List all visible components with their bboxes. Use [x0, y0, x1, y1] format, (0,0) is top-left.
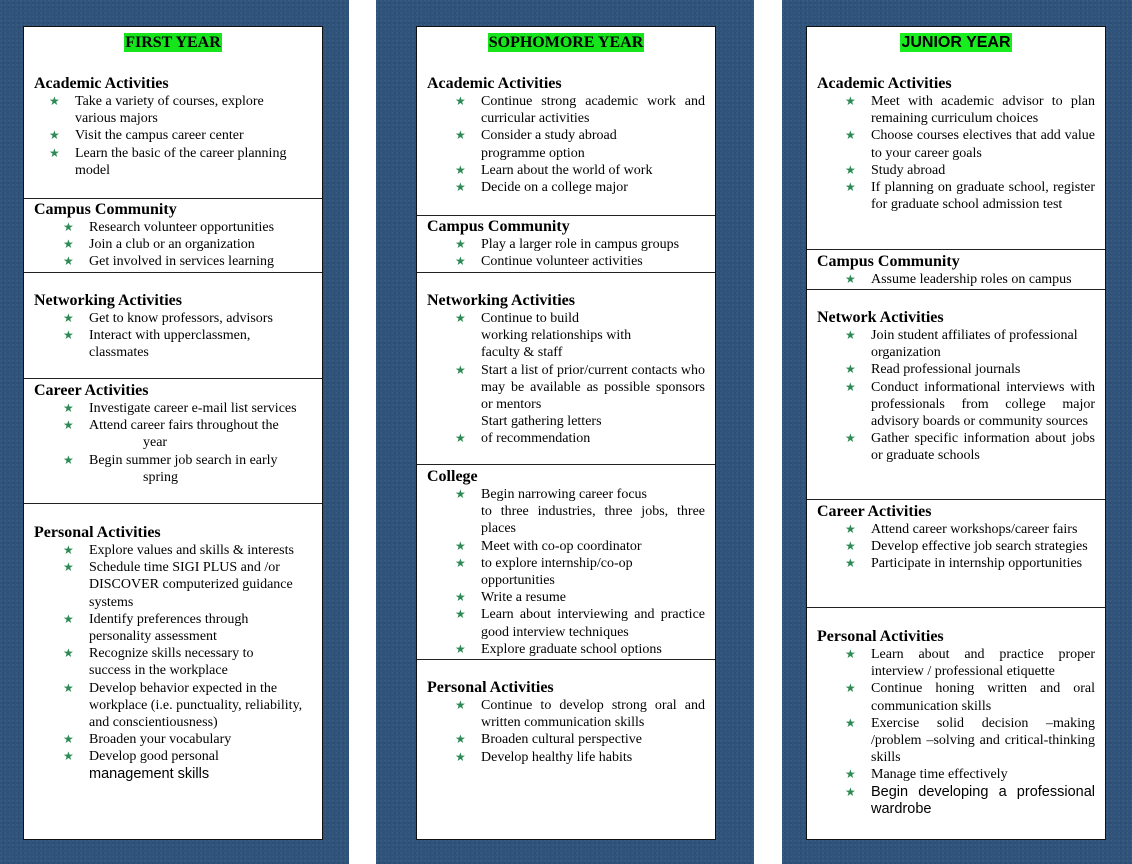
list-item: ★ Develop effective job search strategies: [845, 539, 1088, 555]
section-divider: [24, 198, 322, 199]
list-item: to three industries, three jobs, three places: [481, 504, 705, 537]
star-bullet-icon: ★: [845, 681, 856, 696]
list-item: ★ Explore values and skills & interests: [63, 543, 294, 558]
list-item: spring: [143, 469, 178, 485]
sophomore-networking-section: [417, 292, 715, 448]
list-item: ★ Research volunteer opportunities: [63, 220, 275, 235]
list-item: ★ Get involved in services learning: [63, 254, 275, 270]
junior-campus-section: [807, 253, 1105, 288]
section-heading: Personal Activities: [34, 524, 161, 541]
section-divider: [417, 272, 715, 273]
star-bullet-icon: ★: [63, 328, 74, 343]
star-bullet-icon: ★: [63, 646, 74, 661]
section-heading: Academic Activities: [34, 75, 169, 92]
star-bullet-icon: ★: [845, 767, 856, 782]
star-bullet-icon: ★: [455, 254, 466, 269]
list-item: ★ Explore graduate school options: [455, 641, 662, 657]
section-heading: Personal Activities: [817, 628, 944, 645]
star-bullet-icon: ★: [845, 362, 856, 377]
list-item: ★ Recognize skills necessary to success in the workplace: [63, 646, 254, 679]
list-item: ★ Assume leadership roles on campus: [845, 272, 1072, 287]
list-item: ★ Write a resume: [455, 590, 566, 606]
star-bullet-icon: ★: [63, 543, 74, 557]
section-heading: Academic Activities: [427, 75, 562, 92]
section-heading: Networking Activities: [34, 292, 182, 309]
star-bullet-icon: ★: [455, 538, 466, 553]
list-item: ★ Visit the campus career center: [49, 128, 244, 144]
first-year-card: [23, 26, 323, 840]
list-item: ★ Identify preferences through personality assessment: [63, 611, 249, 645]
list-item: management skills: [89, 765, 210, 782]
section-divider: [417, 215, 715, 216]
list-item: ★ Start a list of prior/current contacts who may be available as possible sponsors or mentors: [455, 362, 705, 413]
list-item: working relationships with: [481, 328, 632, 344]
section-heading: Network Activities: [817, 309, 944, 326]
section-divider: [807, 289, 1105, 290]
first-year-personal-section: [24, 524, 322, 783]
star-bullet-icon: ★: [455, 487, 466, 501]
list-item: ★ Broaden cultural perspective: [455, 732, 642, 748]
star-bullet-icon: ★: [455, 607, 466, 622]
star-bullet-icon: ★: [455, 555, 466, 570]
first-year-academic-section: [24, 75, 322, 179]
list-item: ★ If planning on graduate school, register for graduate school admission test: [845, 180, 1095, 213]
list-item: ★ Develop healthy life habits: [455, 749, 633, 765]
star-bullet-icon: ★: [63, 254, 74, 269]
star-bullet-icon: ★: [455, 732, 466, 747]
star-bullet-icon: ★: [455, 431, 466, 446]
list-item: faculty & staff: [481, 345, 563, 361]
list-item: ★ Study abroad: [845, 162, 946, 178]
star-bullet-icon: ★: [455, 180, 466, 195]
list-item: ★ Conduct informational interviews with professionals from college major advisory boards or community sources: [845, 379, 1095, 430]
section-heading: Academic Activities: [817, 75, 952, 92]
junior-year-title: JUNIOR YEAR: [901, 34, 1011, 51]
section-divider: [807, 499, 1105, 500]
junior-network-section: [807, 309, 1105, 465]
star-bullet-icon: ★: [49, 128, 60, 143]
list-item: ★ Develop behavior expected in the workplace (i.e. punctuality, reliability, and conscientiousness): [63, 680, 303, 731]
first-year-campus-section: [24, 201, 322, 271]
star-bullet-icon: ★: [455, 311, 466, 325]
star-bullet-icon: ★: [455, 128, 466, 143]
list-item: ★ Learn about the world of work: [455, 162, 653, 178]
star-bullet-icon: ★: [845, 784, 856, 799]
list-item: ★ Join student affiliates of professional organization: [845, 328, 1078, 361]
section-divider: [24, 503, 322, 504]
star-bullet-icon: ★: [455, 698, 466, 712]
list-item: ★ Continue honing written and oral communication skills: [845, 681, 1095, 714]
junior-personal-section: [807, 628, 1105, 818]
section-divider: [807, 249, 1105, 250]
sophomore-academic-section: [417, 75, 715, 196]
star-bullet-icon: ★: [845, 128, 856, 143]
list-item: ★ Attend career workshops/career fairs: [845, 522, 1078, 537]
list-item: ★ Read professional journals: [845, 362, 1021, 378]
sophomore-year-title: SOPHOMORE YEAR: [488, 34, 644, 51]
list-item: ★ Choose courses electives that add value to your career goals: [845, 128, 1095, 161]
star-bullet-icon: ★: [63, 452, 74, 467]
star-bullet-icon: ★: [845, 94, 856, 108]
star-bullet-icon: ★: [63, 749, 74, 764]
list-item: ★ Interact with upperclassmen, classmates: [63, 328, 251, 361]
list-item: ★ Get to know professors, advisors: [63, 311, 273, 326]
star-bullet-icon: ★: [845, 556, 856, 571]
list-item: ★ Take a variety of courses, explore various majors: [49, 94, 264, 127]
star-bullet-icon: ★: [845, 272, 856, 286]
star-bullet-icon: ★: [845, 647, 856, 661]
list-item: year: [143, 435, 168, 451]
star-bullet-icon: ★: [63, 418, 74, 433]
list-item: ★ Continue to develop strong oral and written communication skills: [455, 698, 705, 731]
star-bullet-icon: ★: [63, 237, 74, 252]
list-item: ★ Decide on a college major: [455, 180, 628, 196]
star-bullet-icon: ★: [63, 680, 74, 695]
star-bullet-icon: ★: [49, 145, 60, 160]
list-item: ★ Meet with co-op coordinator: [455, 538, 642, 554]
section-divider: [24, 272, 322, 273]
section-heading: College: [427, 468, 478, 485]
list-item: ★ of recommendation: [455, 431, 591, 447]
star-bullet-icon: ★: [63, 560, 74, 575]
star-bullet-icon: ★: [455, 641, 466, 656]
list-item: ★ Play a larger role in campus groups: [455, 237, 680, 252]
section-divider: [417, 464, 715, 465]
list-item: ★ Participate in internship opportunities: [845, 556, 1083, 572]
star-bullet-icon: ★: [845, 522, 856, 536]
star-bullet-icon: ★: [63, 401, 74, 415]
list-item: ★ Begin summer job search in early: [63, 452, 278, 468]
section-heading: Networking Activities: [427, 292, 575, 309]
list-item: ★ Consider a study abroad programme option: [455, 128, 617, 161]
star-bullet-icon: ★: [63, 732, 74, 747]
first-year-networking-section: [24, 292, 322, 362]
section-divider: [417, 659, 715, 660]
star-bullet-icon: ★: [845, 328, 856, 342]
star-bullet-icon: ★: [845, 162, 856, 177]
star-bullet-icon: ★: [455, 237, 466, 251]
list-item: ★ Begin developing a professional wardrobe: [845, 783, 1095, 817]
list-item: ★ to explore internship/co-op opportunities: [455, 555, 633, 589]
star-bullet-icon: ★: [455, 362, 466, 377]
sophomore-college-section: [417, 468, 715, 658]
junior-year-card: [806, 26, 1106, 840]
list-item: Start gathering letters: [481, 414, 602, 430]
star-bullet-icon: ★: [63, 220, 74, 234]
sophomore-personal-section: [417, 679, 715, 766]
list-item: ★ Learn the basic of the career planning model: [49, 145, 287, 178]
star-bullet-icon: ★: [455, 162, 466, 177]
star-bullet-icon: ★: [49, 94, 60, 108]
list-item: ★ Continue to build: [455, 311, 579, 326]
list-item: ★ Gather specific information about jobs or graduate schools: [845, 431, 1095, 464]
list-item: ★ Develop good personal: [63, 749, 219, 765]
list-item: ★ Continue volunteer activities: [455, 254, 643, 270]
sophomore-year-card: [416, 26, 716, 840]
section-heading: Campus Community: [34, 201, 177, 218]
list-item: ★ Exercise solid decision –making /problem –solving and critical-thinking skills: [845, 715, 1095, 766]
first-year-title: FIRST YEAR: [125, 34, 221, 51]
star-bullet-icon: ★: [455, 749, 466, 764]
section-heading: Career Activities: [817, 503, 932, 520]
junior-academic-section: [807, 75, 1105, 213]
list-item: ★ Broaden your vocabulary: [63, 732, 232, 748]
list-item: ★ Manage time effectively: [845, 767, 1008, 783]
list-item: ★ Join a club or an organization: [63, 237, 255, 253]
star-bullet-icon: ★: [845, 180, 856, 195]
star-bullet-icon: ★: [845, 431, 856, 446]
section-heading: Campus Community: [427, 218, 570, 235]
sophomore-campus-section: [417, 218, 715, 270]
list-item: ★ Learn about interviewing and practice good interview techniques: [455, 607, 705, 640]
section-heading: Campus Community: [817, 253, 960, 270]
star-bullet-icon: ★: [845, 539, 856, 554]
list-item: ★ Schedule time SIGI PLUS and /or DISCOVER computerized guidance systems: [63, 560, 293, 610]
list-item: ★ Investigate career e-mail list services: [63, 401, 297, 416]
star-bullet-icon: ★: [455, 590, 466, 605]
junior-career-section: [807, 503, 1105, 573]
list-item: ★ Attend career fairs throughout the: [63, 418, 279, 434]
star-bullet-icon: ★: [845, 379, 856, 394]
star-bullet-icon: ★: [845, 715, 856, 730]
list-item: ★ Continue strong academic work and curricular activities: [455, 94, 705, 127]
list-item: ★ Learn about and practice proper interview / professional etiquette: [845, 647, 1095, 680]
section-divider: [24, 378, 322, 379]
star-bullet-icon: ★: [455, 94, 466, 108]
section-divider: [807, 607, 1105, 608]
section-heading: Career Activities: [34, 382, 149, 399]
star-bullet-icon: ★: [63, 311, 74, 325]
star-bullet-icon: ★: [63, 611, 74, 626]
first-year-career-section: [24, 382, 322, 486]
list-item: ★ Meet with academic advisor to plan remaining curriculum choices: [845, 94, 1095, 127]
section-heading: Personal Activities: [427, 679, 554, 696]
list-item: ★ Begin narrowing career focus: [455, 487, 647, 502]
